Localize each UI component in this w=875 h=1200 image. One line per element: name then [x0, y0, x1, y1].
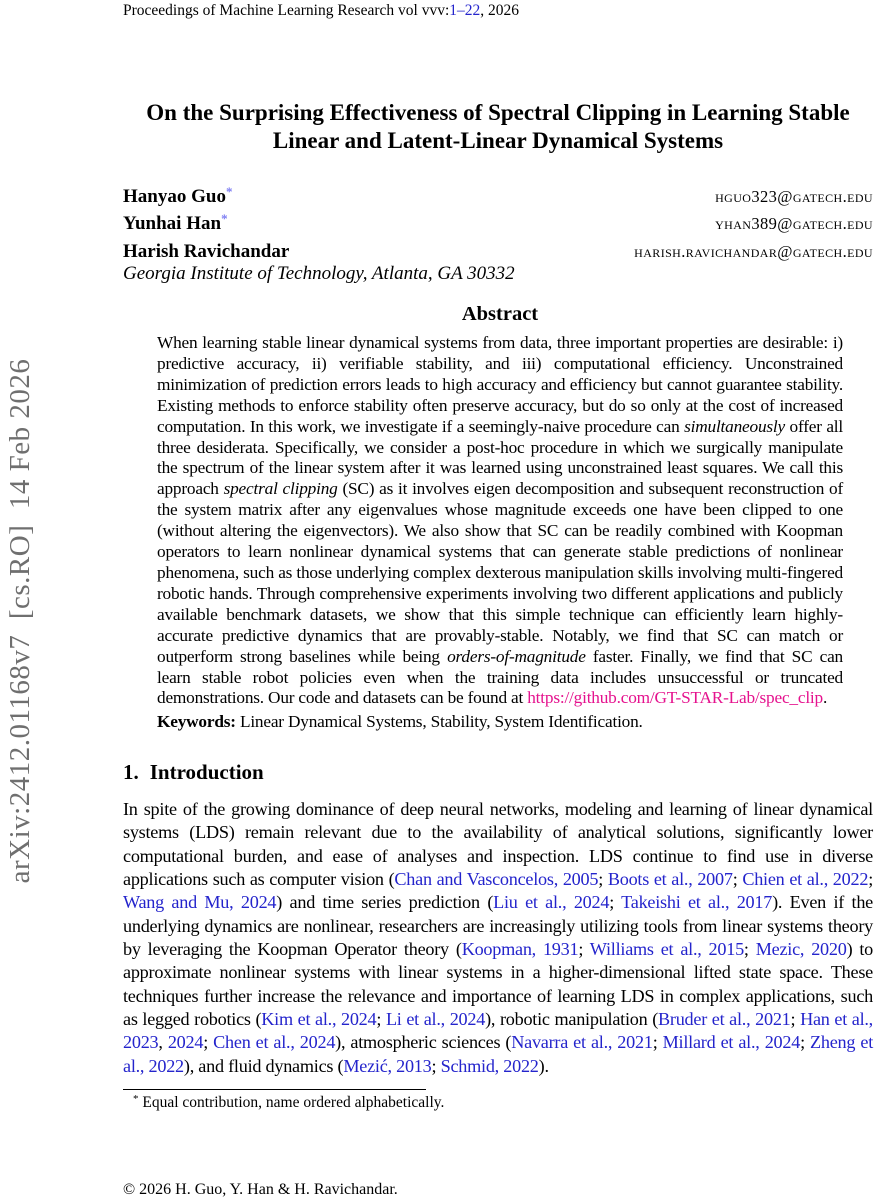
- citation-link[interactable]: Liu et al., 2024: [493, 892, 610, 913]
- text-run: ;: [598, 869, 608, 890]
- text-run: ,: [158, 1032, 168, 1053]
- text-run: ;: [868, 869, 873, 890]
- citation-link[interactable]: Wang and Mu, 2024: [123, 892, 277, 913]
- text-run: ;: [743, 939, 756, 960]
- author-email-link[interactable]: hguo323@gatech.edu: [715, 187, 873, 206]
- footnote-text: Equal contribution, name ordered alphabetically.: [138, 1094, 445, 1112]
- citation-link[interactable]: Li et al., 2024: [385, 1009, 486, 1030]
- text-run: ). Even if the underlying dynamics are nonlinear, researchers are increasingly utilizing tools from linear systems theory by leveraging the Koopman Operator theory (: [123, 892, 873, 960]
- citation-link[interactable]: 2024: [167, 1032, 204, 1053]
- text-run: ;: [578, 939, 590, 960]
- text-run: ), robotic manipulation (: [485, 1009, 659, 1030]
- text-run: ).: [538, 1055, 549, 1076]
- citation-link[interactable]: Chen et al., 2024: [213, 1032, 336, 1053]
- introduction-paragraph: [123, 798, 873, 1078]
- citation-link[interactable]: Han et al., 2023: [123, 1009, 873, 1053]
- text-run: ) and time series prediction (: [276, 892, 494, 913]
- author-block: [123, 184, 873, 266]
- footnote-rule: [123, 1089, 426, 1090]
- citation-link[interactable]: Williams et al., 2015: [589, 939, 744, 960]
- paper-title-line2: Linear and Latent-Linear Dynamical Systems: [272, 127, 724, 153]
- citation-link[interactable]: Schmid, 2022: [440, 1055, 539, 1076]
- section-heading-introduction: [123, 760, 873, 785]
- pages-range-link[interactable]: 1–22: [449, 2, 481, 19]
- citation-link[interactable]: Kim et al., 2024: [261, 1009, 377, 1030]
- text-run: ), atmospheric sciences (: [335, 1032, 512, 1053]
- equal-contribution-asterisk[interactable]: *: [221, 211, 228, 227]
- keywords-line: [157, 712, 843, 733]
- text-run: ) to approximate nonlinear systems with linear systems in a higher-dimensional lifted state space. These techniques further increase the relevance and importance of learning LDS in complex applications, such as legged robotics (: [123, 939, 874, 1030]
- text-run: ;: [203, 1032, 214, 1053]
- author-email-link[interactable]: harish.ravichandar@gatech.edu: [634, 241, 873, 261]
- author-name: [123, 211, 228, 235]
- citation-link[interactable]: Mezic, 2020: [755, 939, 847, 960]
- text-run: ;: [431, 1055, 441, 1076]
- abstract-text: [157, 333, 843, 709]
- emphasis-text: spectral clipping: [223, 479, 338, 499]
- author-row: [123, 239, 873, 266]
- emphasis-text: simultaneously: [684, 416, 785, 436]
- citation-link[interactable]: Boots et al., 2007: [607, 869, 733, 890]
- section-title: Introduction: [149, 760, 264, 784]
- text-run: ), and fluid dynamics (: [183, 1055, 344, 1076]
- text-run: faster. Finally, we find that SC can learn stable robot policies even when the training data includes unsuccessful or truncated demonstrations. Our code and datasets can be found at: [157, 646, 843, 708]
- citation-link[interactable]: Takeishi et al., 2017: [621, 892, 773, 913]
- author-name-text: Yunhai Han: [123, 213, 222, 235]
- paper-title: [123, 99, 873, 154]
- footnote: [123, 1093, 873, 1112]
- author-row: [123, 211, 873, 238]
- text-run: In spite of the growing dominance of deep neural networks, modeling and learning of linear dynamical systems (LDS) remain relevant due to the availability of analytical solutions, significantly lower computational burden, and ease of analyses and inspection. LDS continue to find use in diverse applications such as computer vision (: [123, 799, 873, 890]
- text-run: ;: [800, 1032, 811, 1053]
- author-row: [123, 184, 873, 211]
- text-run: ;: [790, 1009, 801, 1030]
- equal-contribution-asterisk[interactable]: *: [225, 184, 233, 199]
- text-run: ;: [609, 892, 622, 913]
- header-text-prefix: Proceedings of Machine Learning Research vol vvv:: [123, 2, 450, 19]
- abstract-section: [157, 303, 843, 733]
- author-name-text: Harish Ravichandar: [123, 240, 290, 262]
- text-run: ;: [376, 1009, 386, 1030]
- citation-link[interactable]: Mezić, 2013: [343, 1055, 432, 1076]
- author-email-link[interactable]: yhan389@gatech.edu: [715, 214, 873, 234]
- citation-link[interactable]: Koopman, 1931: [461, 939, 579, 960]
- url-link[interactable]: https://github.com/GT-STAR-Lab/spec_clip: [527, 688, 823, 708]
- copyright-footer: © 2026 H. Guo, Y. Han & H. Ravichandar.: [123, 1181, 398, 1198]
- affiliation: Georgia Institute of Technology, Atlanta, GA 30332: [123, 263, 515, 284]
- arxiv-watermark: arXiv:2412.01168v7 [cs.RO] 14 Feb 2026: [4, 358, 36, 884]
- citation-link[interactable]: Millard et al., 2024: [662, 1032, 801, 1053]
- footnote-marker: *: [133, 1093, 139, 1106]
- author-name-text: Hanyao Guo: [123, 186, 226, 207]
- running-header: [123, 2, 519, 20]
- abstract-heading: Abstract: [461, 303, 539, 325]
- citation-link[interactable]: Navarra et al., 2021: [511, 1032, 653, 1053]
- paper-title-line1: On the Surprising Effectiveness of Spectral Clipping in Learning Stable: [146, 100, 850, 125]
- main-content: [123, 760, 873, 1112]
- section-number: 1.: [123, 760, 139, 784]
- author-name: [123, 239, 289, 263]
- citation-link[interactable]: Bruder et al., 2021: [658, 1009, 791, 1030]
- text-run: (SC) as it involves eigen decomposition and subsequent reconstruction of the system matrix after any eigenvalues whose magnitude exceeds one have been clipped to one (without altering the eigenvectors). We also show that SC can be readily combined with Koopman operators to learn nonlinear dynamical systems that can generate stable predictions of nonlinear phenomena, such as those underlying complex dexterous manipulation skills involving multi-fingered robotic hands. Through comprehensive experiments involving two different applications and publicly available benchmark datasets, we show that this simple technique can efficiently learn highly-accurate predictive dynamics that are provably-stable. Notably, we find that SC can match or outperform strong baselines while being: [157, 479, 843, 666]
- text-run: ;: [652, 1032, 663, 1053]
- citation-link[interactable]: Zheng et al., 2022: [123, 1032, 874, 1076]
- keywords-label: Keywords:: [157, 712, 236, 732]
- text-run: offer all three desiderata. Specifically, we consider a post-hoc procedure in which we surgically manipulate the spectrum of the linear system after it was learned using unconstrained least squares. We call this approach: [157, 416, 844, 499]
- author-name: [123, 184, 232, 208]
- citation-link[interactable]: Chan and Vasconcelos, 2005: [394, 869, 599, 890]
- text-run: When learning stable linear dynamical systems from data, three important properties are desirable: i) predictive accuracy, ii) verifiable stability, and iii) computational efficiency. Unconstrained minimization of prediction errors leads to high accuracy and efficiency but cannot guarantee stability. Existing methods to enforce stability often preserve accuracy, but do so only at the cost of increased computation. In this work, we investigate if a seemingly-naive procedure can: [157, 333, 843, 436]
- emphasis-text: orders-of-magnitude: [447, 646, 586, 666]
- citation-link[interactable]: Chien et al., 2022: [742, 869, 869, 890]
- keywords-text: Linear Dynamical Systems, Stability, System Identification.: [235, 712, 643, 732]
- text-run: .: [822, 688, 828, 708]
- text-run: ;: [732, 869, 743, 890]
- header-text-suffix: , 2026: [480, 2, 520, 19]
